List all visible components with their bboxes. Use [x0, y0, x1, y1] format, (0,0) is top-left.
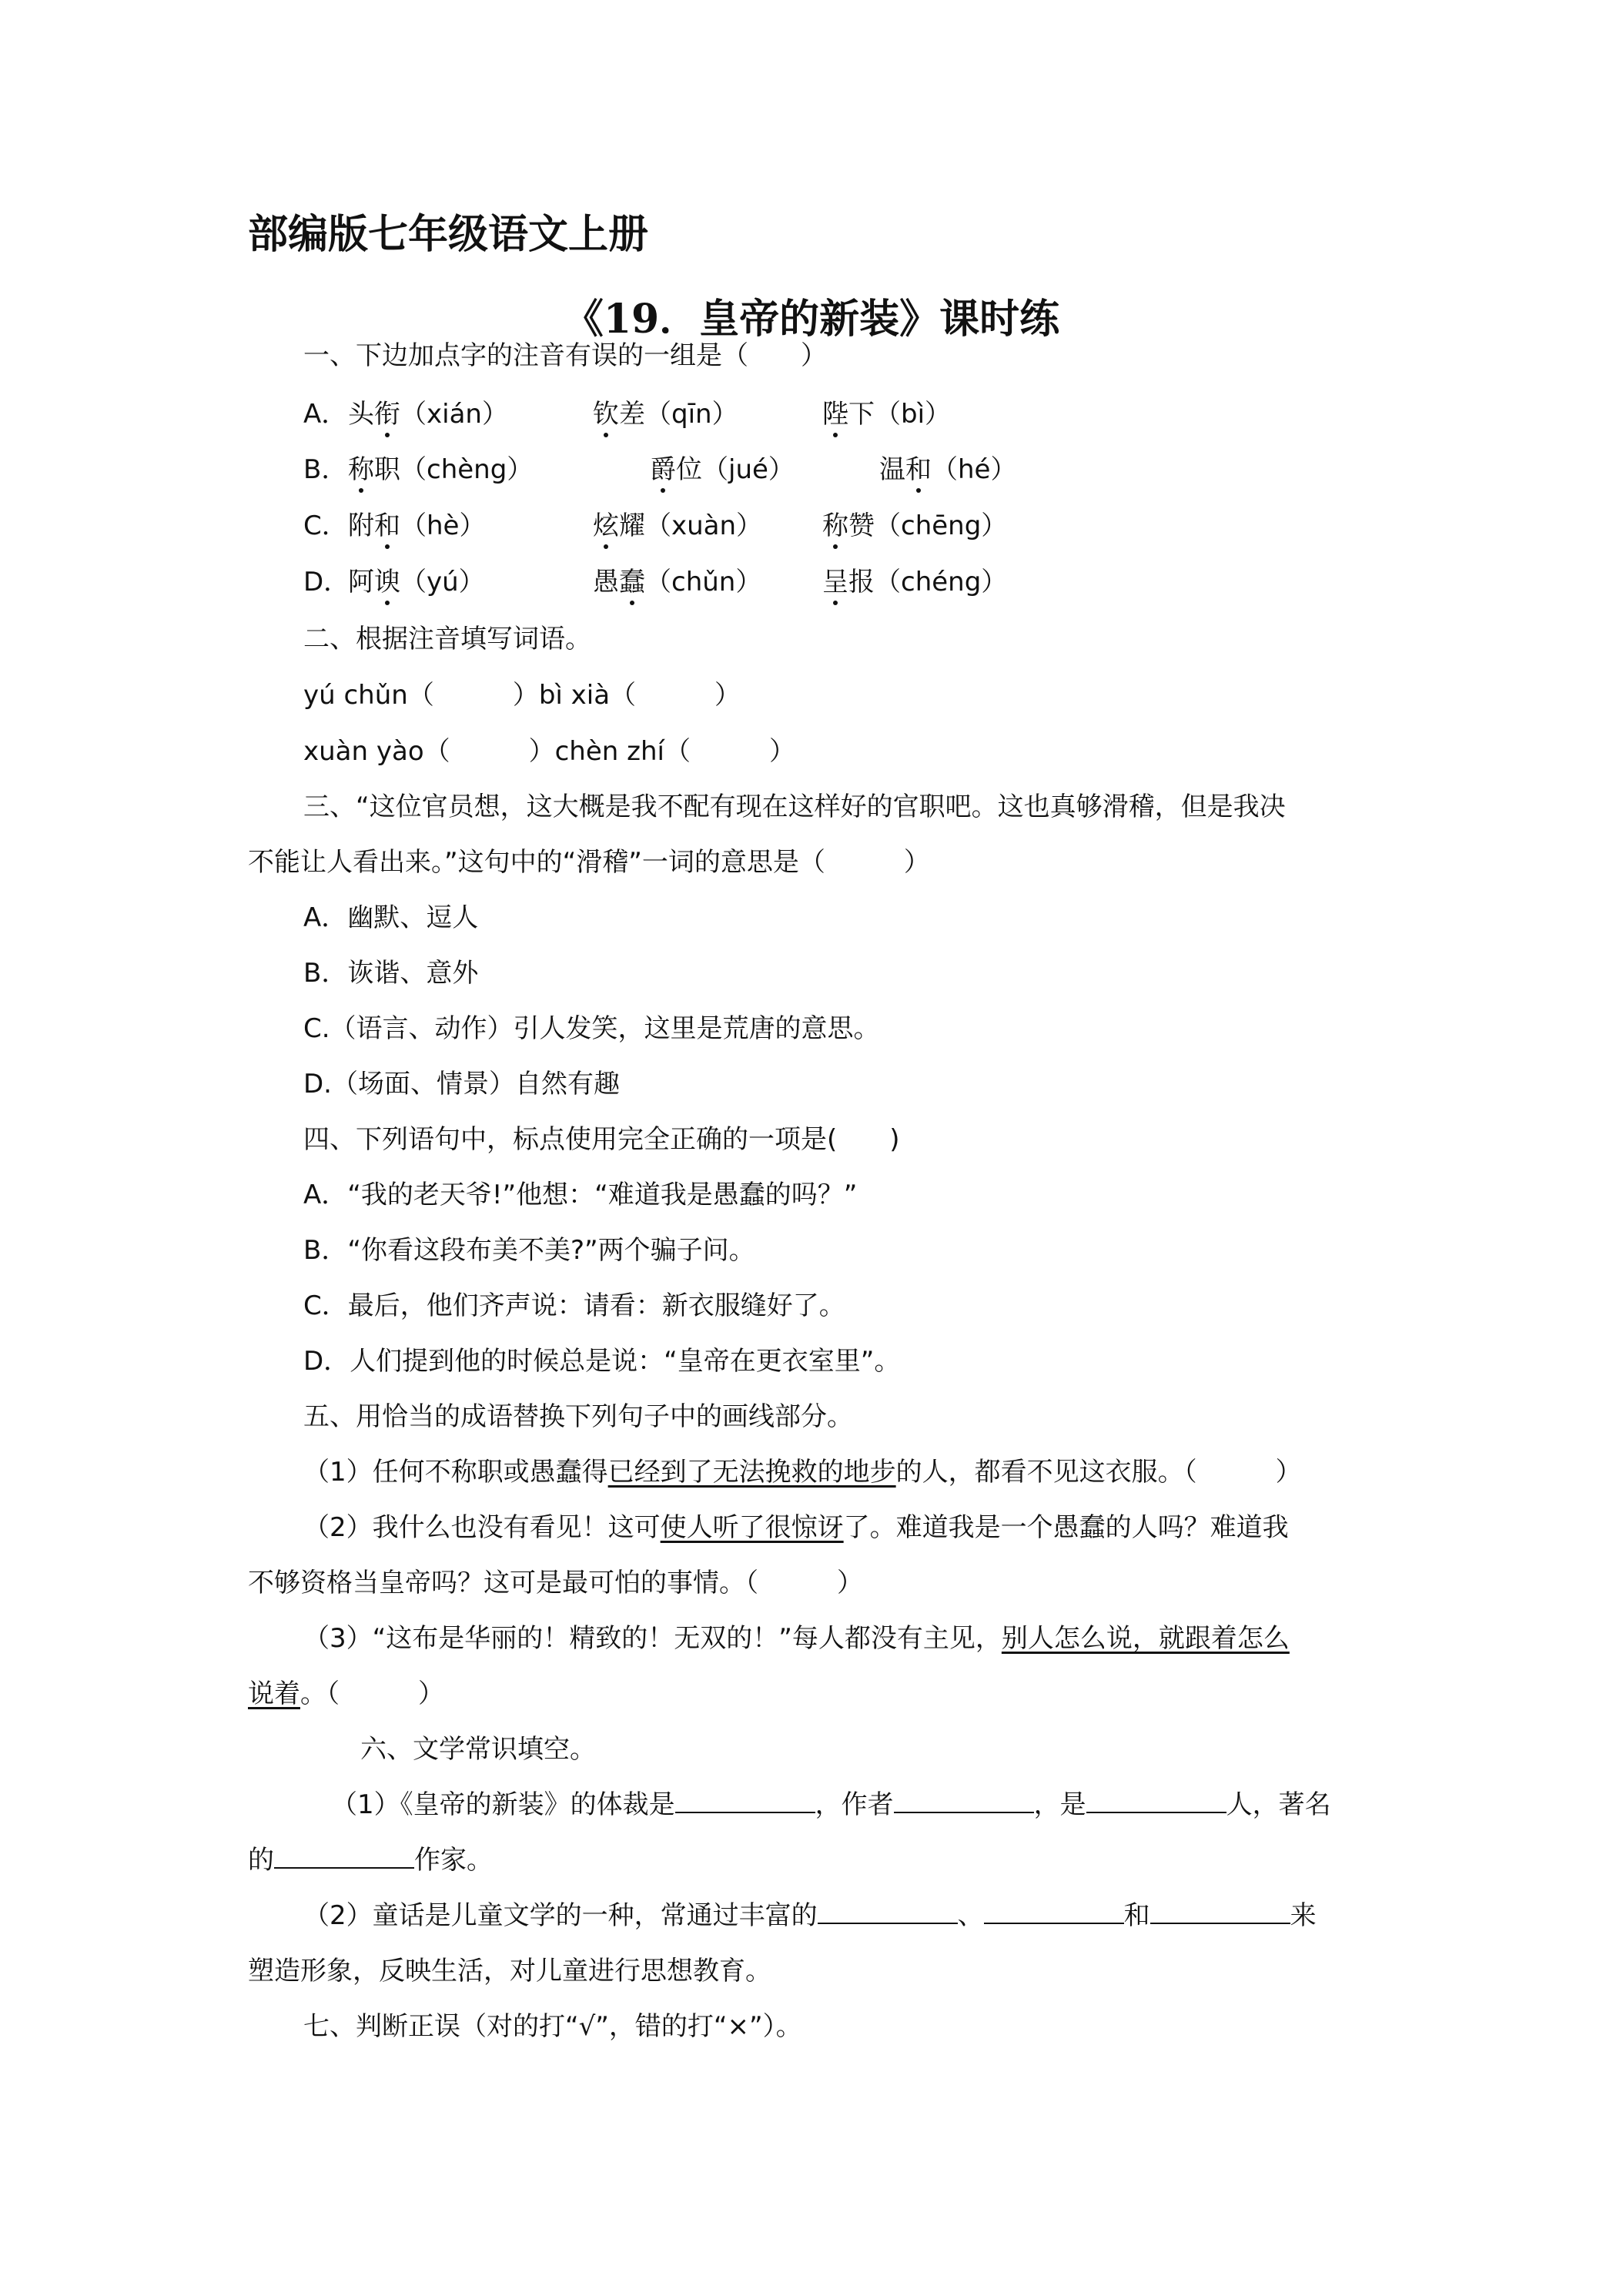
q3-line-2: 不能让人看出来。”这句中的“滑稽”一词的意思是（ ）	[248, 847, 930, 878]
q5-stem: 五、用恰当的成语替换下列句子中的画线部分。	[303, 1401, 853, 1432]
q5-sentence-3: （3）“这布是华丽的！精致的！无双的！”每人都没有主见，别人怎么说，就跟着怎么	[303, 1623, 1290, 1654]
underlined-phrase: 别人怎么说，就跟着怎么	[1001, 1623, 1290, 1654]
q3-option-c: C.（语言、动作）引人发笑，这里是荒唐的意思。	[303, 1013, 880, 1044]
q1-a-item-3: 陛下（bì）	[822, 396, 951, 433]
q3-option-d: D.（场面、情景）自然有趣	[303, 1069, 620, 1099]
fill-blank[interactable]	[894, 1789, 1034, 1813]
q1-b-item-2: 爵位（jué）	[650, 451, 795, 488]
q2-line-1: yú chǔn（ ）bì xià（ ）	[303, 680, 741, 711]
q1-d-item-1: 阿谀（yú）	[348, 564, 485, 601]
fill-blank[interactable]	[984, 1899, 1124, 1924]
q1-d-item-3: 呈报（chéng）	[822, 564, 1007, 601]
q4-stem: 四、下列语句中，标点使用完全正确的一项是( )	[303, 1124, 900, 1155]
q4-option-d: D．人们提到他的时候总是说：“皇帝在更衣室里”。	[303, 1346, 901, 1377]
option-label: A．	[303, 399, 348, 430]
fill-blank[interactable]	[818, 1899, 958, 1924]
q1-a-item-2: 钦差（qīn）	[593, 396, 738, 433]
option-label: B．	[303, 454, 348, 485]
q1-d-item-2: 愚蠢（chǔn）	[593, 564, 761, 601]
q5-sentence-1: （1）任何不称职或愚蠢得已经到了无法挽救的地步的人，都看不见这衣服。（ ）	[303, 1457, 1302, 1488]
q4-option-b: B．“你看这段布美不美?”两个骗子问。	[303, 1235, 755, 1266]
document-title: 部编版七年级语文上册	[248, 211, 649, 258]
q4-option-c: C．最后，他们齐声说：请看：新衣服缝好了。	[303, 1290, 845, 1321]
q1-stem: 一、下边加点字的注音有误的一组是（ ）	[303, 340, 827, 371]
q1-a-item-1: 头衔（xián）	[348, 396, 508, 433]
q2-stem: 二、根据注音填写词语。	[303, 624, 591, 654]
fill-blank[interactable]	[675, 1789, 815, 1813]
q6-item-1: （1）《皇帝的新装》的体裁是 ，作者 ，是 人，著名	[331, 1789, 1331, 1820]
q5-sentence-3-cont: 说着。（ ）	[248, 1678, 444, 1709]
q6-item-2-cont: 塑造形象，反映生活，对儿童进行思想教育。	[248, 1956, 771, 1986]
q4-option-a: A．“我的老天爷!”他想：“难道我是愚蠢的吗？”	[303, 1180, 858, 1210]
q1-b-item-1: 称职（chèng）	[348, 451, 533, 488]
option-label: C．	[303, 510, 348, 541]
option-label: D．	[303, 567, 350, 597]
q3-option-b: B．诙谐、意外	[303, 958, 479, 989]
q1-c-item-3: 称赞（chēng）	[822, 507, 1007, 544]
q3-option-a: A．幽默、逗人	[303, 902, 479, 933]
fill-blank[interactable]	[274, 1844, 414, 1869]
underlined-phrase: 说着	[248, 1678, 300, 1709]
q3-line-1: 三、“这位官员想，这大概是我不配有现在这样好的官职吧。这也真够滑稽，但是我决	[303, 792, 1286, 822]
underlined-phrase: 已经到了无法挽救的地步	[607, 1457, 896, 1488]
q7-stem: 七、判断正误（对的打“√”，错的打“×”）。	[303, 2011, 802, 2042]
q6-stem: 六、文学常识填空。	[360, 1734, 596, 1765]
q6-item-1-cont: 的 作家。	[248, 1845, 493, 1876]
q6-item-2: （2）童话是儿童文学的一种，常通过丰富的 、 和 来	[303, 1900, 1317, 1931]
fill-blank[interactable]	[1150, 1899, 1290, 1924]
q1-c-item-1: 附和（hè）	[348, 507, 485, 544]
underlined-phrase: 使人听了很惊讶	[660, 1512, 844, 1543]
q1-c-item-2: 炫耀（xuàn）	[593, 507, 762, 544]
fill-blank[interactable]	[1086, 1789, 1226, 1813]
q5-sentence-2-cont: 不够资格当皇帝吗？这可是最可怕的事情。（ ）	[248, 1568, 863, 1598]
q1-b-item-3: 温和（hé）	[879, 451, 1016, 488]
lesson-title: 《19．皇帝的新装》课时练	[563, 296, 1060, 343]
q5-sentence-2: （2）我什么也没有看见！这可使人听了很惊讶了。难道我是一个愚蠢的人吗？难道我	[303, 1512, 1289, 1543]
q2-line-2: xuàn yào（ ）chèn zhí（ ）	[303, 736, 795, 767]
